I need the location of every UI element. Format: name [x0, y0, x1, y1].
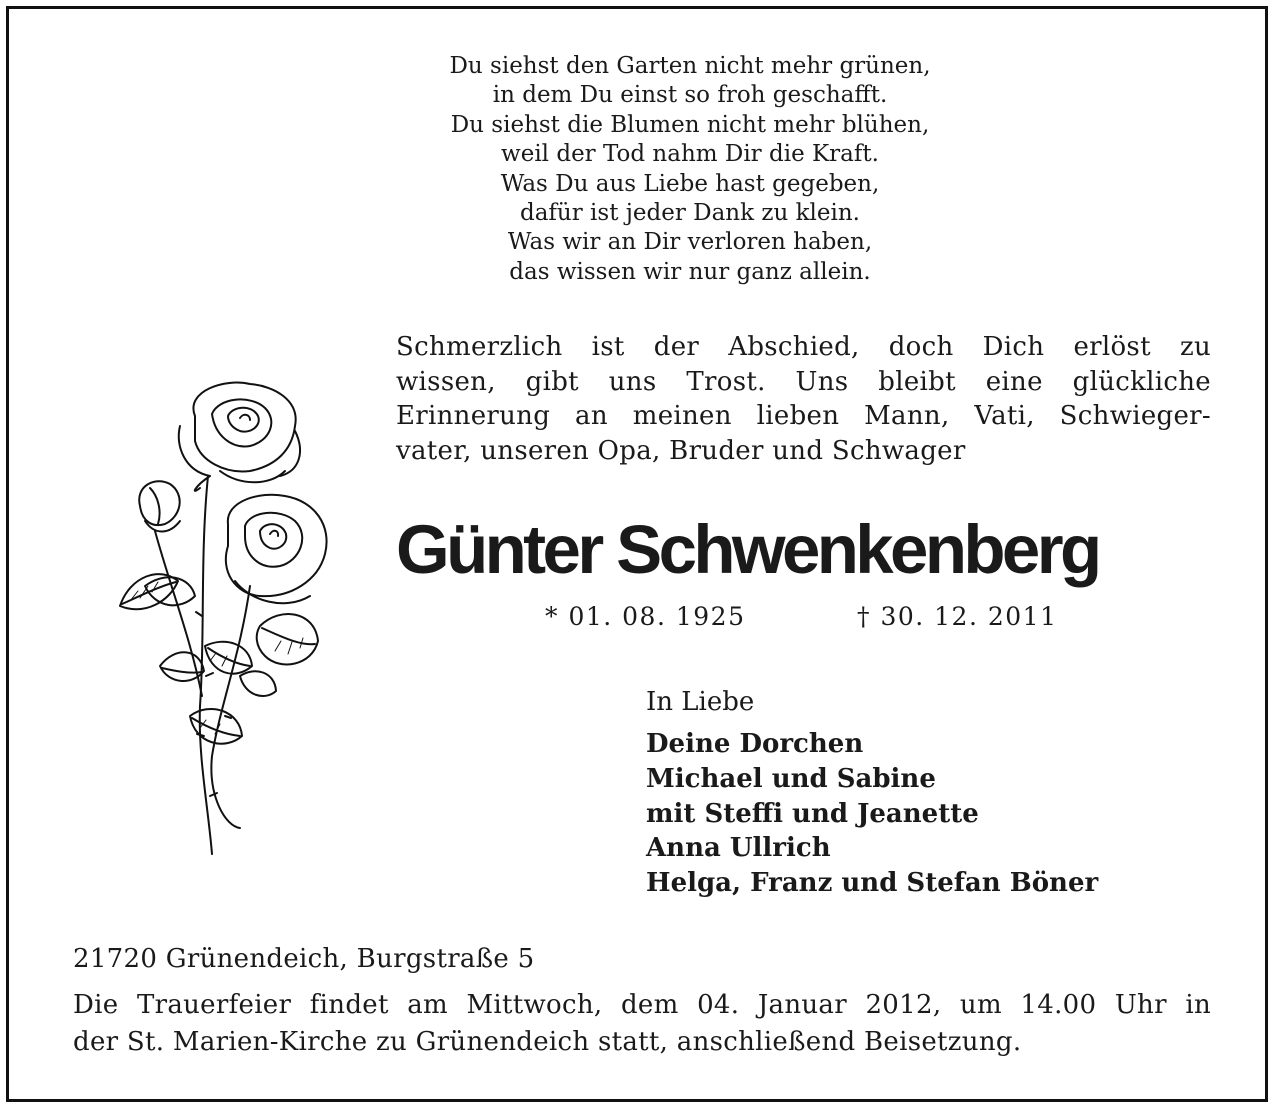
intro-line: wissen, gibt uns Trost. Uns bleibt eine glückliche: [396, 366, 1211, 397]
service-line: der St. Marien-Kirche zu Grünendeich statt, anschließend Beisetzung.: [73, 1027, 1022, 1057]
mourner-name: Anna Ullrich: [646, 833, 831, 864]
poem-line: dafür ist jeder Dank zu klein.: [519, 200, 860, 227]
poem-line: weil der Tod nahm Dir die Kraft.: [501, 141, 879, 168]
poem-line: Du siehst den Garten nicht mehr grünen,: [449, 53, 931, 79]
poem-line: Was wir an Dir verloren haben,: [507, 229, 873, 256]
mourner-name: Michael und Sabine: [646, 763, 936, 794]
funeral-service-notice: [73, 987, 1211, 1061]
poem-line: Was Du aus Liebe hast gegeben,: [500, 170, 880, 197]
poem: [380, 52, 1000, 287]
mourner-name: Helga, Franz und Stefan Böner: [646, 868, 1099, 899]
mourner-name: Deine Dorchen: [646, 729, 864, 759]
intro-line: Erinnerung an meinen lieben Mann, Vati, Schwieger-: [396, 401, 1211, 432]
service-line: Die Trauerfeier findet am Mittwoch, dem 04. Januar 2012, um 14.00 Uhr in: [73, 990, 1211, 1020]
rose-illustration-icon: [100, 376, 340, 860]
poem-line: Du siehst die Blumen nicht mehr blühen,: [450, 111, 930, 138]
intro-line: Schmerzlich ist der Abschied, doch Dich erlöst zu: [396, 332, 1211, 362]
poem-line: das wissen wir nur ganz allein.: [509, 258, 871, 285]
birth-date: * 01. 08. 1925: [545, 602, 746, 631]
poem-line: in dem Du einst so froh geschafft.: [492, 82, 888, 109]
closing-phrase: In Liebe: [646, 687, 755, 717]
death-date: † 30. 12. 2011: [857, 602, 1058, 631]
intro-line: vater, unseren Opa, Bruder und Schwager: [396, 435, 966, 466]
deceased-name: Günter Schwenkenberg: [396, 511, 1099, 588]
intro-paragraph: [396, 330, 1211, 468]
mourner-name: mit Steffi und Jeanette: [646, 798, 979, 829]
mourners-list: [646, 727, 1098, 901]
family-address: 21720 Grünendeich, Burgstraße 5: [73, 944, 535, 974]
